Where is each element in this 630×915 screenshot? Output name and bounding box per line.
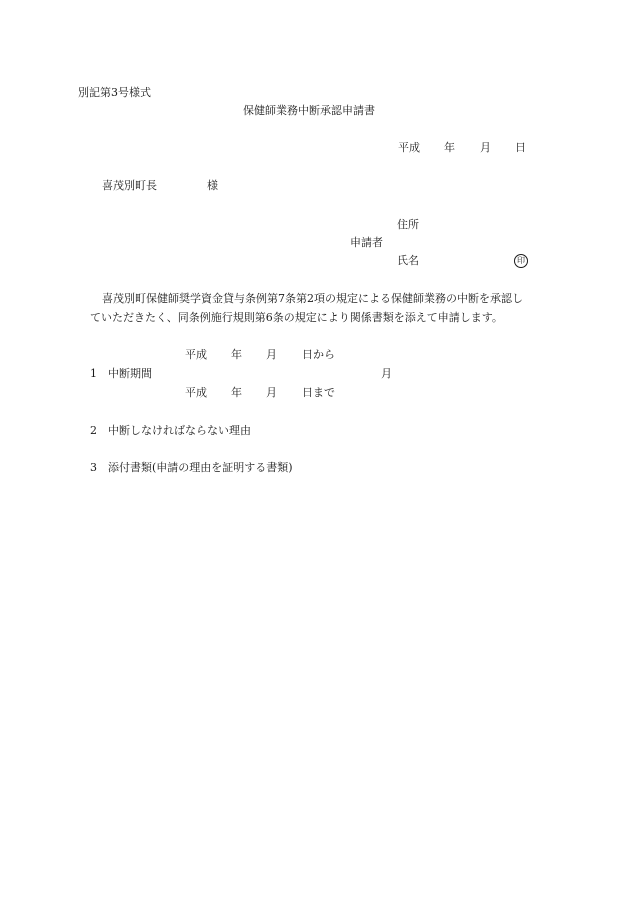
period-from-year: 年 bbox=[231, 348, 242, 361]
attachments-label: 添付書類(申請の理由を証明する書類) bbox=[108, 461, 293, 474]
period-to-month: 月 bbox=[266, 386, 277, 399]
period-to-year: 年 bbox=[231, 386, 242, 399]
date-era: 平成 bbox=[398, 141, 420, 154]
period-from-day: 日から bbox=[302, 348, 335, 361]
addressee-name: 喜茂別町長 bbox=[102, 179, 157, 192]
applicant-label: 申請者 bbox=[350, 236, 383, 249]
period-number: 1 bbox=[90, 367, 97, 380]
date-day: 日 bbox=[515, 141, 526, 154]
date-year: 年 bbox=[444, 141, 455, 154]
name-label: 氏名 bbox=[397, 254, 419, 267]
date-month: 月 bbox=[480, 141, 491, 154]
reason-number: 2 bbox=[90, 424, 97, 437]
address-label: 住所 bbox=[397, 218, 419, 231]
period-duration-unit: 月 bbox=[381, 367, 392, 380]
period-from-era: 平成 bbox=[185, 348, 207, 361]
body-line-1: 喜茂別町保健師奨学資金貸与条例第7条第2項の規定による保健師業務の中断を承認し bbox=[102, 292, 523, 305]
seal-icon: 印 bbox=[514, 254, 528, 268]
reason-label: 中断しなければならない理由 bbox=[108, 424, 251, 437]
form-id: 別記第3号様式 bbox=[78, 86, 151, 99]
form-title: 保健師業務中断承認申請書 bbox=[243, 104, 375, 117]
period-to-day: 日まで bbox=[302, 386, 335, 399]
attachments-number: 3 bbox=[90, 461, 97, 474]
period-label: 中断期間 bbox=[108, 367, 152, 380]
addressee-honorific: 様 bbox=[207, 179, 218, 192]
period-to-era: 平成 bbox=[185, 386, 207, 399]
body-line-2: ていただきたく、同条例施行規則第6条の規定により関係書類を添えて申請します。 bbox=[90, 311, 503, 324]
period-from-month: 月 bbox=[266, 348, 277, 361]
